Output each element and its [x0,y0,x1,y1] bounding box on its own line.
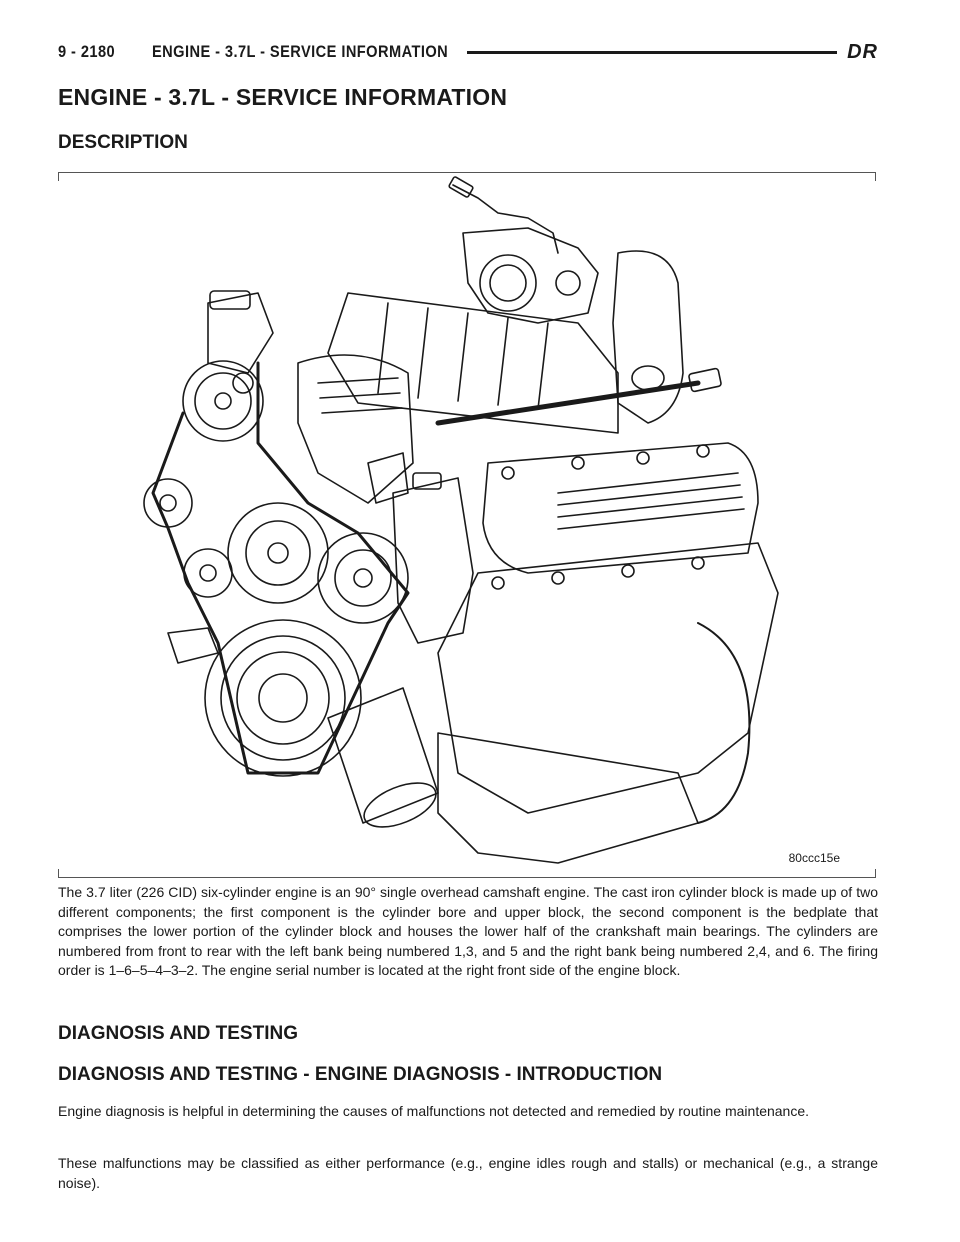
page-title: ENGINE - 3.7L - SERVICE INFORMATION [58,84,508,110]
description-body: The 3.7 liter (226 CID) six-cylinder engine is an 90° single overhead camshaft engine. The cast iron cylinder block is made up of two different components; the first component is the cylinder bore and upper block, the second component is the bedplate that comprises the lower portion of the cylinder block and houses the lower half of the crankshaft main bearings. The cylinders are numbered from front to rear with the left bank being numbered 1,3, and 5 and the right bank being numbered 2,4, and 6. The firing order is 1–6–5–4–3–2. The engine serial number is located at the right front side of the engine block. [58,884,878,978]
engine-block [438,543,778,813]
page-header [58,40,878,64]
engine-drawing [58,173,876,877]
water-pump-pulley [228,503,328,603]
header-rule [467,51,837,54]
alternator [298,355,413,503]
flywheel [698,623,749,823]
water-inlet [168,628,218,663]
valve-cover [483,443,758,573]
page-number: 9 - 2180 [58,42,116,61]
diagnosis-heading: DIAGNOSIS AND TESTING [58,1023,298,1044]
engine-illustration [58,172,876,878]
intake-plenum [613,251,683,423]
oil-pan [438,733,698,863]
crankshaft-damper [205,620,361,776]
description-heading: DESCRIPTION [58,132,188,153]
idler-pulley [144,479,192,527]
figure-id: 80ccc15e [788,851,840,865]
diagnosis-paragraph-2: These malfunctions may be classified as either performance (e.g., engine idles rough and stalls) or mechanical (e.g., a strange noise). [58,1155,878,1191]
model-code: DR [847,40,878,63]
diagnosis-paragraph-1: Engine diagnosis is helpful in determining the causes of malfunctions not detected and remedied by routine maintenance. [58,1103,810,1119]
thermostat-housing [368,453,408,503]
running-title: ENGINE - 3.7L - SERVICE INFORMATION [152,42,449,61]
diagnosis-subheading: DIAGNOSIS AND TESTING - ENGINE DIAGNOSIS - INTRODUCTION [58,1064,663,1085]
intake-manifold [328,293,618,433]
